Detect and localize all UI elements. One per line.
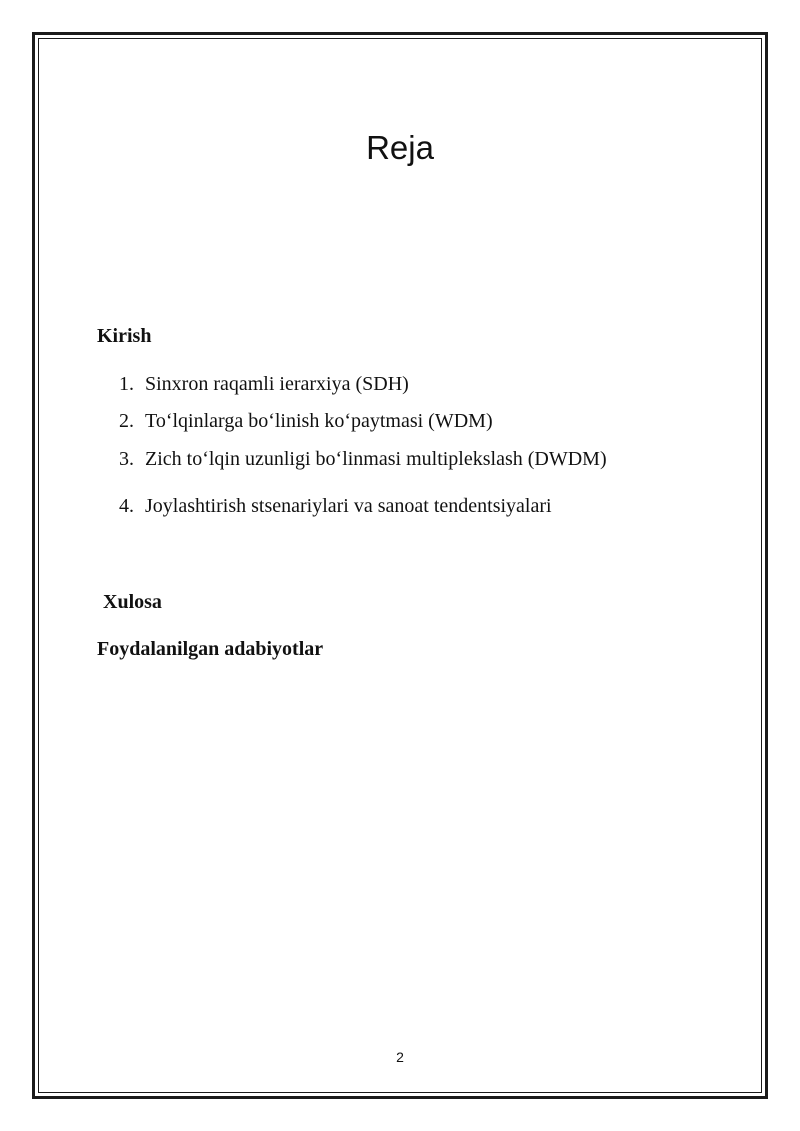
page-border-inner bbox=[38, 38, 762, 1093]
page-title: Reja bbox=[366, 129, 434, 166]
toc-item-text: Zich to‘lqin uzunligi bo‘linmasi multiplekslash (DWDM) bbox=[145, 448, 607, 470]
references-heading: Foydalanilgan adabiyotlar bbox=[97, 638, 324, 660]
toc-item-text: To‘lqinlarga bo‘linish ko‘paytmasi (WDM) bbox=[145, 410, 493, 432]
toc-item-1 bbox=[119, 372, 409, 396]
toc-item-number: 1. bbox=[119, 373, 134, 395]
toc-item-number: 2. bbox=[119, 410, 134, 432]
conclusion-heading: Xulosa bbox=[103, 591, 162, 613]
intro-heading: Kirish bbox=[97, 325, 152, 347]
toc-item-2 bbox=[119, 409, 493, 433]
toc-item-text: Sinxron raqamli ierarxiya (SDH) bbox=[145, 373, 409, 395]
toc-item-4 bbox=[119, 494, 552, 518]
page-number: 2 bbox=[396, 1049, 404, 1065]
toc-item-3 bbox=[119, 447, 607, 471]
toc-item-text: Joylashtirish stsenariylari va sanoat tendentsiyalari bbox=[145, 495, 552, 517]
toc-item-number: 3. bbox=[119, 448, 134, 470]
toc-item-number: 4. bbox=[119, 495, 134, 517]
